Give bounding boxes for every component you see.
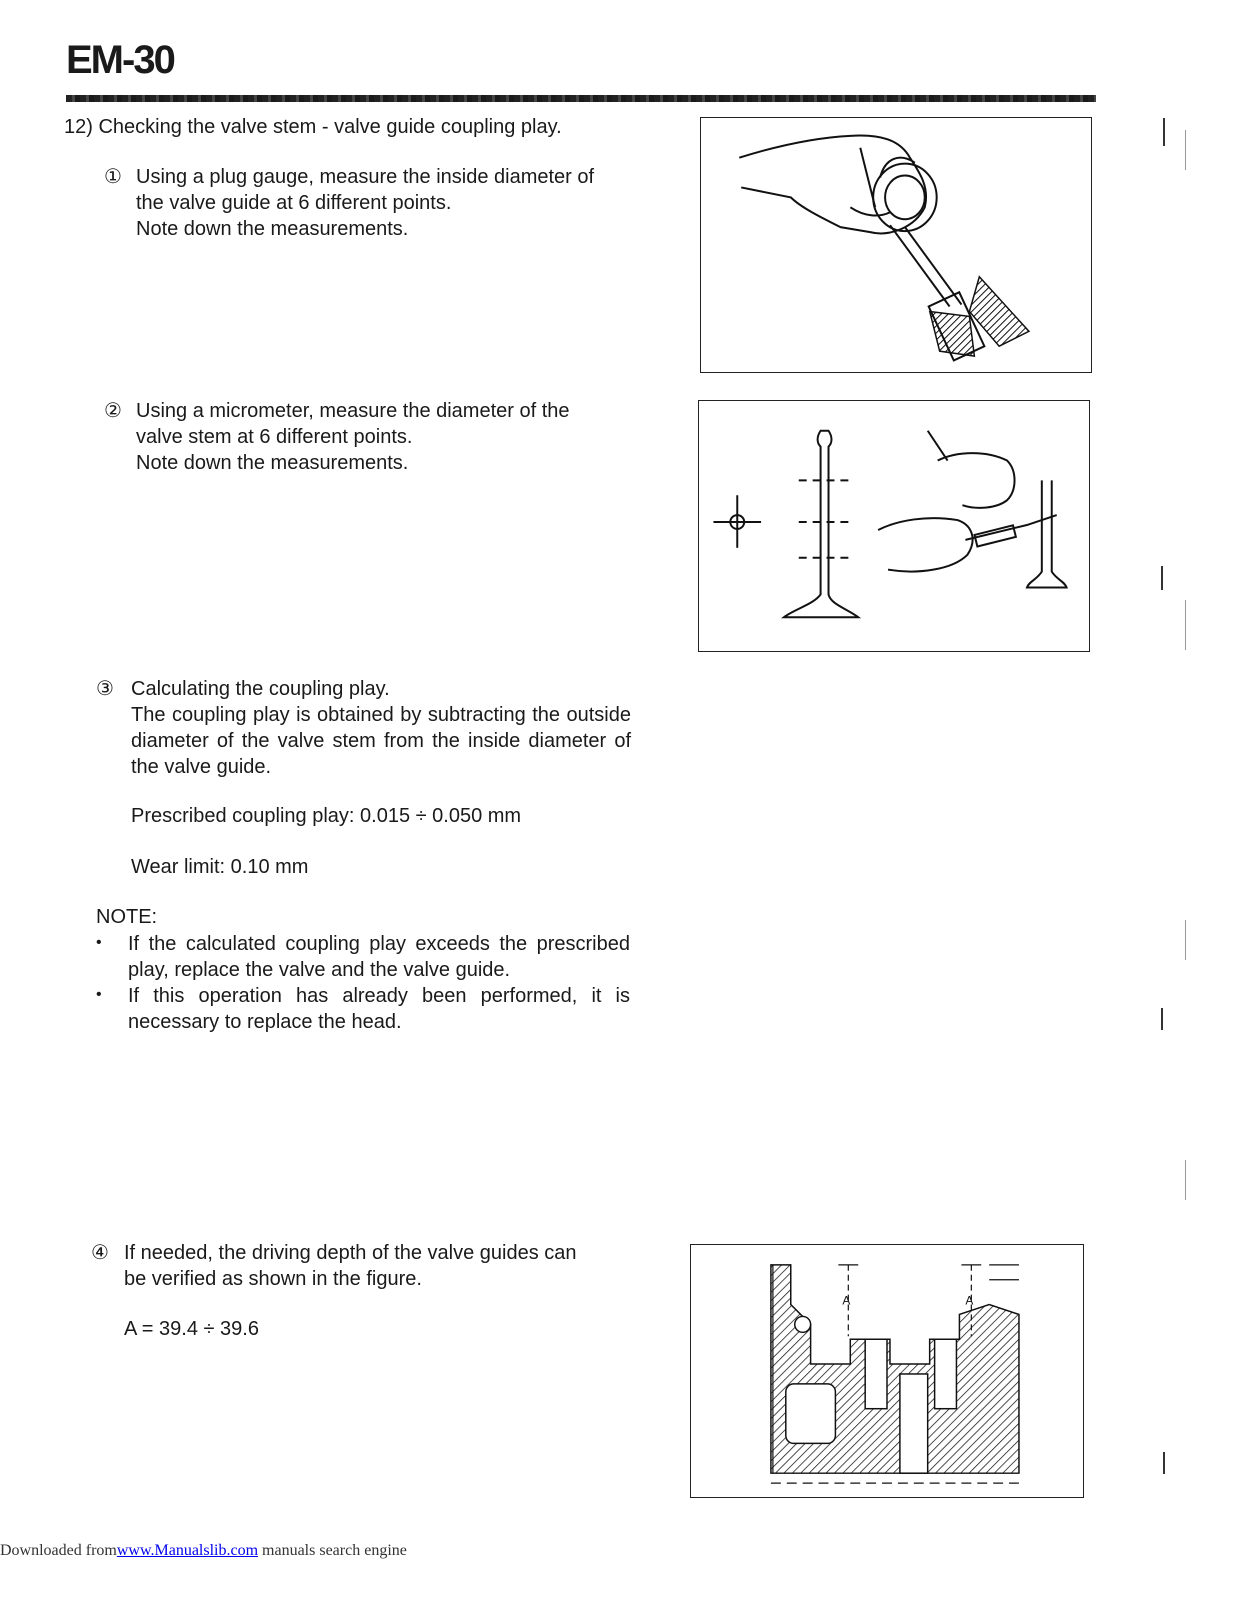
step-4-line-1: If needed, the driving depth of the valve guides can — [124, 1242, 577, 1264]
scan-margin-mark — [1163, 1452, 1165, 1474]
page-title: EM-30 — [66, 38, 174, 82]
scan-margin-mark — [1163, 118, 1165, 146]
step-3-marker: ③ — [96, 678, 114, 700]
cylinder-head-section — [691, 1245, 1083, 1497]
step-3-body: The coupling play is obtained by subtracting the outside diameter of the valve stem from the inside diameter of the valve guide. — [131, 704, 631, 778]
step-1-line-2: the valve guide at 6 different points. — [136, 192, 452, 214]
note-label: NOTE: — [96, 906, 158, 928]
footer-prefix: Downloaded from — [0, 1542, 117, 1559]
footer-download-note — [0, 1542, 407, 1560]
note-item-1: If the calculated coupling play exceeds the prescribed play, replace the valve and the valve guide. — [128, 933, 630, 981]
step-2-text — [136, 398, 636, 476]
note-item-2: If this operation has already been performed, it is necessary to replace the head. — [128, 985, 630, 1033]
note-bullet-2: • — [96, 986, 102, 1003]
step-1-line-1: Using a plug gauge, measure the inside diameter of — [136, 166, 595, 188]
plug-gauge-illustration — [701, 118, 1091, 372]
step-1-line-3: Note down the measurements. — [136, 218, 409, 240]
step-1-text — [136, 164, 656, 242]
wear-limit: Wear limit: 0.10 mm — [131, 856, 309, 878]
scan-speckle — [1185, 1160, 1186, 1200]
micrometer-illustration — [699, 401, 1089, 651]
step-2-line-2: valve stem at 6 different points. — [136, 426, 413, 448]
figure-valve-guide-depth — [690, 1244, 1084, 1498]
figure-plug-gauge — [700, 117, 1092, 373]
figure-micrometer — [698, 400, 1090, 652]
footer-manualslib-link[interactable]: www.Manualslib.com — [116, 1542, 259, 1559]
step-2-line-1: Using a micrometer, measure the diameter of the — [136, 400, 570, 422]
dimension-label-a-left: A — [842, 1293, 851, 1308]
step-1-marker: ① — [104, 166, 122, 188]
step-3-heading: Calculating the coupling play. — [131, 678, 390, 700]
scan-speckle — [1185, 130, 1186, 170]
footer-suffix: manuals search engine — [258, 1542, 407, 1559]
header-rule — [66, 95, 1096, 102]
driving-depth-formula: A = 39.4 ÷ 39.6 — [124, 1318, 259, 1340]
step-4-text — [124, 1240, 634, 1292]
prescribed-coupling-play: Prescribed coupling play: 0.015 ÷ 0.050 mm — [131, 805, 522, 827]
scan-speckle — [1185, 920, 1186, 960]
scan-speckle — [1185, 600, 1186, 650]
step-2-marker: ② — [104, 400, 122, 422]
scan-margin-mark — [1161, 1008, 1163, 1030]
step-4-line-2: be verified as shown in the figure. — [124, 1268, 422, 1290]
step-2-line-3: Note down the measurements. — [136, 452, 409, 474]
scan-margin-mark — [1161, 566, 1163, 590]
note-bullet-1: • — [96, 934, 102, 951]
step-4-marker: ④ — [91, 1242, 109, 1264]
dimension-label-a-right: A — [965, 1293, 974, 1308]
section-title: 12) Checking the valve stem - valve guide coupling play. — [64, 116, 562, 138]
